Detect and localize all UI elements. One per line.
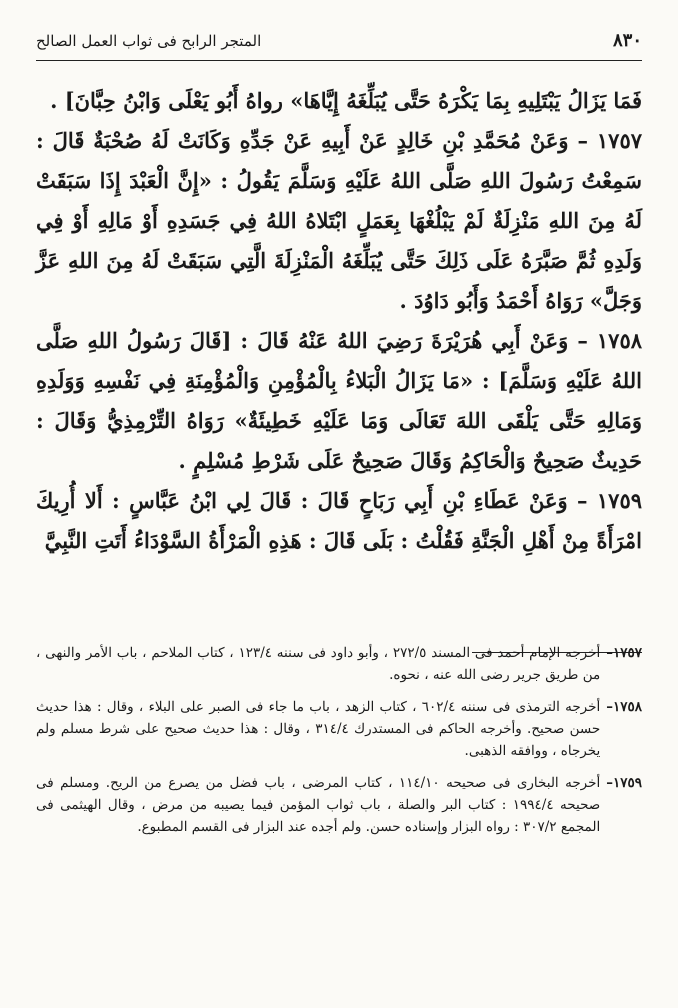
hadith-1757 [36, 121, 642, 321]
paragraph-text: وَعَنْ أَبِي هُرَيْرَةَ رَضِيَ اللهُ عَنْهُ قَالَ : [قَالَ رَسُولُ اللهِ صَلَّى اللهُ عَلَيْهِ وَسَلَّمَ] : «مَا يَزَالُ الْبَلاءُ بِالْمُؤْمِنِ وَالْمُؤْمِنَةِ فِي نَفْسِهِ وَوَلَدِهِ وَمَالِهِ حَتَّى يَلْقَى اللهَ تَعَالَى وَمَا عَلَيْهِ خَطِيئَةٌ» رَوَاهُ التِّرْمِذِيُّ وَقَالَ : حَدِيثٌ صَحِيحٌ وَالْحَاكِمُ وَقَالَ صَحِيحٌ عَلَى شَرْطِ مُسْلِمٍ . [36, 328, 642, 473]
main-text [36, 81, 642, 561]
hadith-number: ١٧٥٧ – [577, 128, 643, 153]
footnote-number: ١٧٥٧– [606, 645, 642, 661]
running-title: المتجر الرابح فى ثواب العمل الصالح [36, 32, 262, 50]
paragraph-continuation [36, 81, 642, 121]
page-number: ٨٣٠ [612, 30, 642, 51]
page-header [36, 30, 642, 61]
footnote-number: ١٧٥٨– [606, 699, 642, 715]
footnote-text: أخرجه الترمذى فى سننه ٦٠٢/٤ ، كتاب الزهد ، باب ما جاء فى الصبر على البلاء ، وقال : هذا حديث حسن صحيح. وأخرجه الحاكم فى المستدرك ٣١٤/٤ ، وقال : هذا حديث صحيح على شرط مسلم ولم يخرجاه ، ووافقه الذهبى. [36, 699, 601, 759]
footnote-item [36, 642, 642, 686]
footnote-item [36, 696, 642, 762]
hadith-number: ١٧٥٨ – [577, 328, 643, 353]
footnote-number: ١٧٥٩– [606, 775, 642, 791]
paragraph-text: وَعَنْ مُحَمَّدِ بْنِ خَالِدٍ عَنْ أَبِيهِ عَنْ جَدِّهِ وَكَانَتْ لَهُ صُحْبَةٌ قَالَ : سَمِعْتُ رَسُولَ اللهِ صَلَّى اللهُ عَلَيْهِ وَسَلَّمَ يَقُولُ : «إِنَّ الْعَبْدَ إِذَا سَبَقَتْ لَهُ مِنَ اللهِ مَنْزِلَةٌ لَمْ يَبْلُغْهَا بِعَمَلٍ ابْتَلاهُ اللهُ فِي جَسَدِهِ أَوْ مَالِهِ أَوْ فِي وَلَدِهِ ثُمَّ صَبَّرَهُ عَلَى ذَلِكَ حَتَّى يُبَلِّغَهُ الْمَنْزِلَةَ الَّتِي سَبَقَتْ لَهُ مِنَ اللهِ عَزَّ وَجَلَّ» رَوَاهُ أَحْمَدُ وَأَبُو دَاوُدَ . [36, 128, 642, 313]
footnote-text: أخرجه البخارى فى صحيحه ١١٤/١٠ ، كتاب المرضى ، باب فضل من يصرع من الريح. ومسلم فى صحيحه ١٩٩٤/٤ : كتاب البر والصلة ، باب ثواب المؤمن فيما يصيبه من مرض ، وقال الهيثمى فى المجمع ٣٠٧/٢ : رواه البزار وإسناده حسن. ولم أجده عند البزار فى القسم المطبوع. [36, 775, 601, 835]
paragraph-text: وَعَنْ عَطَاءِ بْنِ أَبِي رَبَاحٍ قَالَ : قَالَ لِي ابْنُ عَبَّاسٍ : أَلا أُرِيكَ امْرَأَةً مِنْ أَهْلِ الْجَنَّةِ فَقُلْتُ : بَلَى قَالَ : هَذِهِ الْمَرْأَةُ السَّوْدَاءُ أَتَتِ النَّبِيَّ [36, 488, 642, 553]
hadith-number: ١٧٥٩ – [577, 488, 643, 513]
footnote-text: أخرجه الإمام أحمد فى المسند ٢٧٢/٥ ، وأبو داود فى سننه ١٢٣/٤ ، كتاب الملاحم ، باب الأمر والنهى ، من طريق جرير رضى الله عنه ، نحوه. [36, 645, 601, 683]
paragraph-text: فَمَا يَزَالُ يَبْتَلِيهِ بِمَا يَكْرَهُ حَتَّى يُبَلِّغَهُ إِيَّاهَا» رواهُ أَبُو يَعْلَى وَابْنُ حِبَّانَ] . [50, 88, 642, 113]
hadith-1758 [36, 321, 642, 481]
hadith-1759 [36, 481, 642, 561]
page [36, 30, 642, 980]
footnote-item [36, 772, 642, 838]
footnotes [36, 642, 642, 848]
